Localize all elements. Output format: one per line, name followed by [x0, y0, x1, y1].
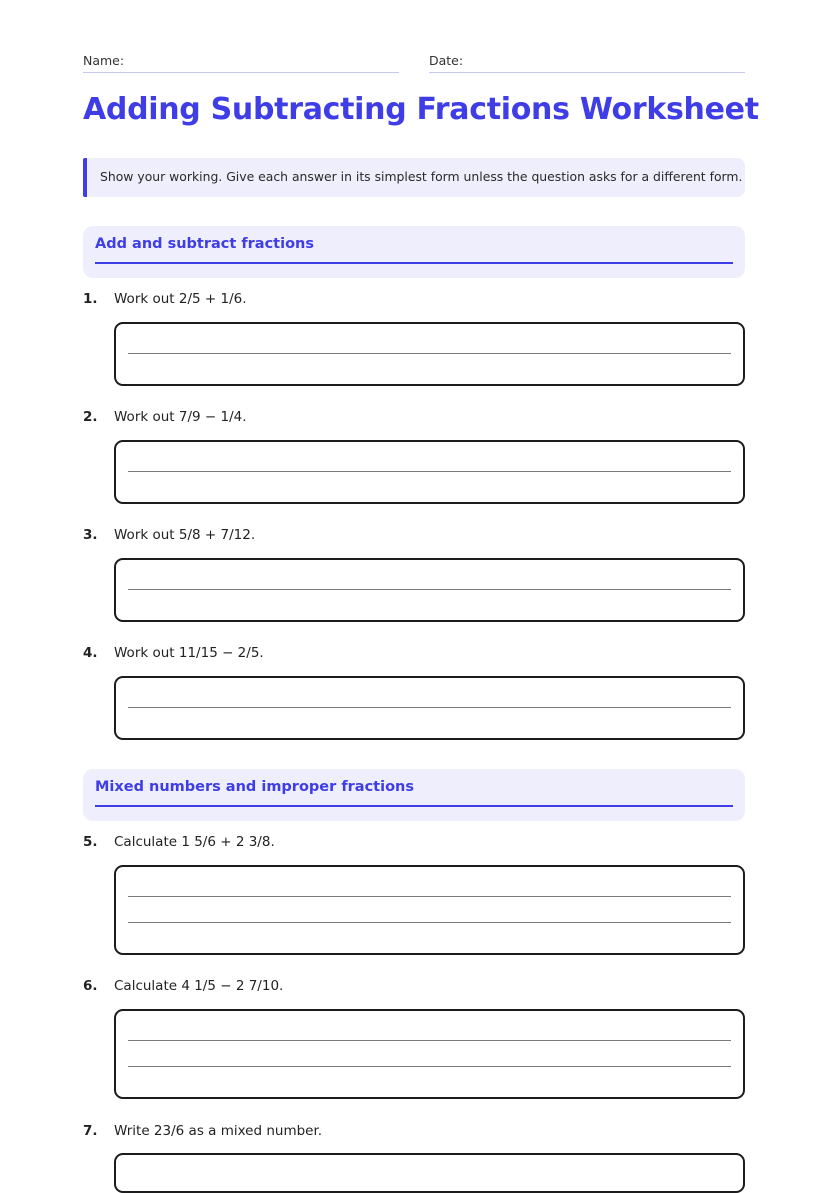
- name-field[interactable]: [83, 72, 399, 73]
- section-header-add-subtract: [83, 226, 745, 278]
- question-text: Calculate 1 5/6 + 2 3/8.: [114, 834, 275, 850]
- answer-box-6[interactable]: [114, 1009, 745, 1099]
- section-title: Add and subtract fractions: [95, 236, 314, 252]
- question-text: Work out 11/15 − 2/5.: [114, 645, 264, 661]
- answer-box-2[interactable]: [114, 440, 745, 504]
- section-title: Mixed numbers and improper fractions: [95, 779, 414, 795]
- worksheet-title: Adding Subtracting Fractions Worksheet: [83, 92, 759, 127]
- question-number: 3.: [83, 527, 98, 543]
- question-number: 1.: [83, 291, 98, 307]
- answer-line: [128, 707, 731, 708]
- name-label: Name:: [83, 53, 125, 68]
- instructions-accent-bar: [83, 158, 87, 197]
- answer-line: [128, 353, 731, 354]
- question-number: 6.: [83, 978, 98, 994]
- question-text: Write 23/6 as a mixed number.: [114, 1123, 323, 1139]
- date-field[interactable]: [429, 72, 745, 73]
- answer-box-4[interactable]: [114, 676, 745, 740]
- instructions-text: Show your working. Give each answer in its simplest form unless the question asks for a different form.: [100, 169, 743, 184]
- answer-line: [128, 1066, 731, 1067]
- question-number: 5.: [83, 834, 98, 850]
- question-text: Work out 7/9 − 1/4.: [114, 409, 247, 425]
- answer-box-1[interactable]: [114, 322, 745, 386]
- answer-box-5[interactable]: [114, 865, 745, 955]
- instructions-box: [83, 158, 745, 197]
- answer-box-3[interactable]: [114, 558, 745, 622]
- question-text: Work out 5/8 + 7/12.: [114, 527, 256, 543]
- answer-box-7[interactable]: [114, 1153, 745, 1193]
- section-divider: [95, 805, 733, 807]
- answer-line: [128, 471, 731, 472]
- answer-line: [128, 896, 731, 897]
- answer-line: [128, 1040, 731, 1041]
- date-label: Date:: [429, 53, 464, 68]
- answer-line: [128, 922, 731, 923]
- question-text: Work out 2/5 + 1/6.: [114, 291, 247, 307]
- question-number: 4.: [83, 645, 98, 661]
- answer-line: [128, 589, 731, 590]
- question-number: 2.: [83, 409, 98, 425]
- section-header-mixed-numbers: [83, 769, 745, 821]
- section-divider: [95, 262, 733, 264]
- question-number: 7.: [83, 1123, 98, 1139]
- question-text: Calculate 4 1/5 − 2 7/10.: [114, 978, 284, 994]
